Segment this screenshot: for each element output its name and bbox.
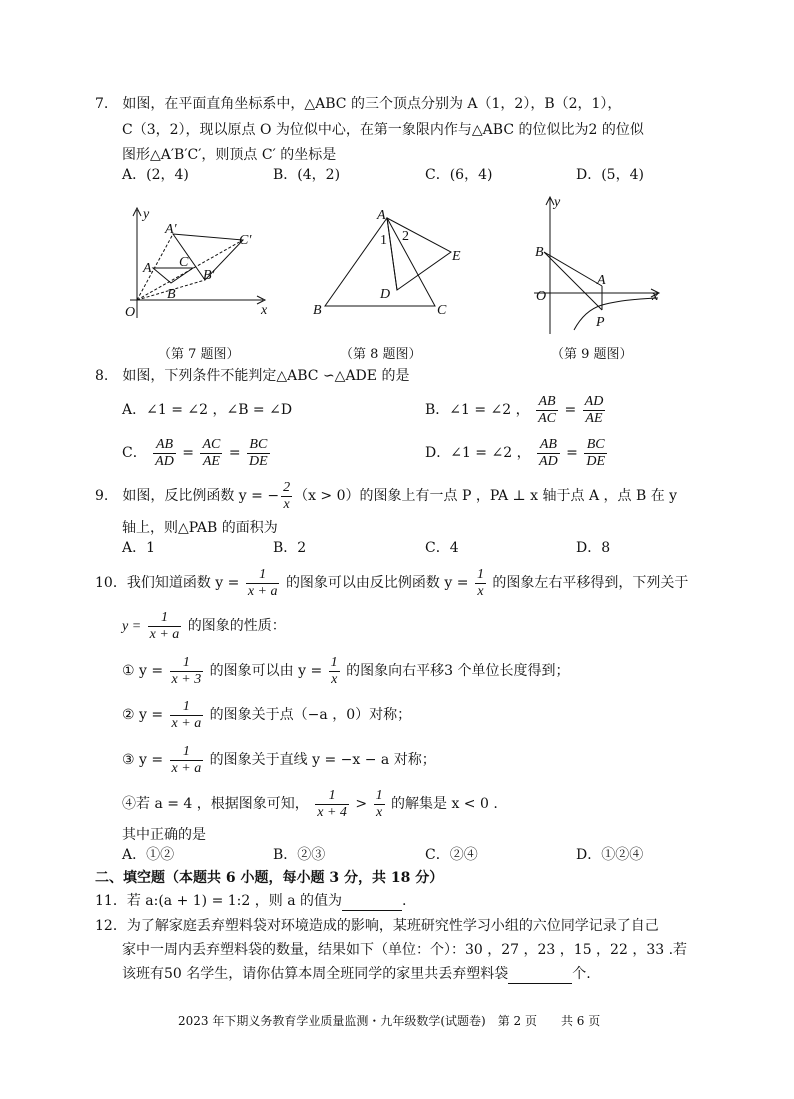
q8-option-a: A．∠1 = ∠2 ，∠B = ∠D [122, 402, 293, 418]
q10-s4-frac1: $\frac{1}{x + 4}$ [317, 787, 347, 820]
fig7-label-y: y [143, 207, 150, 222]
q10-option-d: D．①②④ [576, 847, 644, 863]
q10-line2-frac: $\frac{1}{x + a}$ [149, 609, 180, 642]
q10-s1-frac1: $\frac{1}{x + 3}$ [171, 654, 202, 687]
q9-option-b: B．2 [273, 540, 307, 556]
section-2-heading: 二、填空题（本题共 6 小题，每小题 3 分，共 18 分） [95, 870, 444, 886]
q8-stem: 8. 如图，下列条件不能判定△ABC ∽△ADE 的是 [95, 368, 410, 384]
q10-option-c: C．②④ [425, 847, 478, 863]
fig8-label-c: C [437, 303, 447, 318]
q8d-frac2: $\frac{BC}{DE}$ [586, 436, 606, 469]
q10-statement-1: ① y = $\frac{1}{x + 3}$ 的图象可以由 y = $\frac{1}{x}$ 的图象向右平移3 个单位长度得到； [122, 654, 570, 687]
q8-option-b: B．∠1 = ∠2 ， $\frac{AB}{AC}$ = $\frac{AD}{AE}$ [425, 393, 604, 426]
q10-frac-xa: $\frac{1}{x + a}$ [247, 566, 278, 599]
fig9-label-y: y [554, 195, 561, 210]
q11-prefix: 11．若 a:(a + 1) = 1:2 ，则 a 的值为 [95, 893, 342, 909]
fig9-label-a: A [597, 273, 606, 288]
q10-statement-2: ② y = $\frac{1}{x + a}$ 的图象关于点（−a ，0）对称； [122, 698, 412, 731]
q9-prefix: 9. 如图，反比例函数 y = − [95, 488, 280, 504]
figure-8 [305, 200, 475, 325]
fig8-label-a: A [377, 208, 386, 223]
fig8-label-d: D [380, 287, 391, 302]
q8b-frac1: $\frac{AB}{AC}$ [538, 393, 556, 426]
q10-which: 其中正确的是 [122, 827, 206, 843]
q9-frac: $\frac{2}{x}$ [283, 479, 291, 512]
fig8-label-1: 1 [380, 233, 387, 248]
fig9-label-b: B [535, 245, 544, 260]
fig7-label-c: C [179, 255, 189, 270]
q10-frac-x: $\frac{1}{x}$ [476, 566, 484, 599]
q10-statement-3: ③ y = $\frac{1}{x + a}$ 的图象关于直线 y = −x − a 对称； [122, 743, 436, 776]
fig8-label-b: B [313, 303, 322, 318]
caption-figure-8: （第 8 题图） [340, 347, 422, 362]
q11-line: 11．若 a:(a + 1) = 1:2 ，则 a 的值为 . [95, 893, 407, 909]
fig7-label-a: A [143, 261, 152, 276]
fig7-label-a-prime: A′ [165, 222, 177, 237]
fig8-label-e: E [452, 249, 461, 264]
figure-9 [530, 190, 670, 338]
q10-prefix: 10．我们知道函数 y = [95, 575, 240, 591]
fig9-label-x: x [652, 289, 659, 304]
q9-option-a: A．1 [122, 540, 156, 556]
q11-answer-blank[interactable] [342, 892, 402, 911]
page-footer: 2023 年下期义务教育学业质量监测・九年级数学(试题卷) 第 2 页 共 6 页 [178, 1014, 601, 1028]
q7-line2: C（3，2），现以原点 O 为位似中心，在第一象限内作与△ABC 的位似比为2 的位似 [122, 122, 644, 138]
fig7-label-c-prime: C′ [239, 233, 252, 248]
q9-suffix: （x > 0）的图象上有一点 P ，PA ⊥ x 轴于点 A ，点 B 在 y [294, 488, 678, 504]
figure-7 [115, 200, 280, 325]
q12-line3: 该班有50 名学生，请你估算本周全班同学的家里共丢弃塑料袋 个. [122, 966, 591, 982]
q8d-frac1: $\frac{AB}{AD}$ [539, 436, 558, 469]
q7-line3: 图形△A′B′C′，则顶点 C′ 的坐标是 [122, 147, 337, 163]
q12-line1: 12．为了解家庭丢弃塑料袋对环境造成的影响，某班研究性学习小组的六位同学记录了自己 [95, 918, 659, 934]
q10-option-b: B．②③ [273, 847, 326, 863]
fig7-label-x: x [261, 303, 268, 318]
q7-option-b: B．(4，2) [273, 167, 341, 183]
q12-line2: 家中一周内丢弃塑料袋的数量，结果如下（单位：个）：30 ，27 ，23 ，15 ，22 ，33 .若 [122, 942, 688, 958]
q10-s2-frac: $\frac{1}{x + a}$ [171, 698, 202, 731]
q10-line2: y = $\frac{1}{x + a}$ 的图象的性质： [122, 609, 286, 642]
q8c-frac3: $\frac{BC}{DE}$ [249, 436, 268, 469]
q10-option-a: A．①② [122, 847, 175, 863]
q10-suffix: 的图象左右平移得到，下列关于 [492, 575, 689, 591]
fig9-label-p: P [596, 315, 605, 330]
q9-line2: 轴上，则△PAB 的面积为 [122, 520, 278, 536]
q10-middle: 的图象可以由反比例函数 y = [285, 575, 469, 591]
q10-s3-frac: $\frac{1}{x + a}$ [171, 743, 202, 776]
q7-option-c: C．(6，4) [425, 167, 493, 183]
q7-option-d: D．(5，4) [576, 167, 644, 183]
q8-option-b-prefix: B．∠1 = ∠2 ， [425, 402, 530, 418]
q10-s4-frac2: $\frac{1}{x}$ [375, 787, 383, 820]
q8-option-c: C． $\frac{AB}{AD}$ = $\frac{AC}{AE}$ = $\frac{BC}{DE}$ [122, 436, 268, 469]
q10-statement-4: ④若 a = 4 ，根据图象可知， $\frac{1}{x + 4}$ > $\frac{1}{x}$ 的解集是 x < 0 . [122, 787, 498, 820]
q12-answer-blank[interactable] [508, 965, 572, 984]
q8-option-c-prefix: C． [122, 445, 147, 461]
q9-option-c: C．4 [425, 540, 459, 556]
q10-s1-frac2: $\frac{1}{x}$ [330, 654, 338, 687]
q7-option-a: A．(2，4) [122, 167, 189, 183]
q8b-frac2: $\frac{AD}{AE}$ [584, 393, 604, 426]
q8c-frac2: $\frac{AC}{AE}$ [202, 436, 221, 469]
caption-figure-9: （第 9 题图） [551, 347, 633, 362]
fig8-label-2: 2 [402, 229, 409, 244]
fig9-label-o: O [536, 289, 547, 304]
q12-prefix: 该班有50 名学生，请你估算本周全班同学的家里共丢弃塑料袋 [122, 966, 509, 982]
q10-line1 [95, 563, 688, 603]
q8-option-d: D．∠1 = ∠2 ， $\frac{AB}{AD}$ = $\frac{BC}{DE}$ [425, 436, 606, 469]
q8c-frac1: $\frac{AB}{AD}$ [155, 436, 174, 469]
q7-line1: 7. 如图，在平面直角坐标系中，△ABC 的三个顶点分别为 A（1，2），B（2，1）， [95, 96, 622, 112]
q8-option-d-prefix: D．∠1 = ∠2 ， [425, 445, 531, 461]
q9-line1 [95, 476, 677, 516]
q9-option-d: D．8 [576, 540, 611, 556]
fig7-label-b: B [167, 287, 176, 302]
fig7-label-b-prime: B′ [203, 268, 215, 283]
caption-figure-7: （第 7 题图） [158, 347, 240, 362]
fig7-label-o: O [125, 305, 136, 320]
